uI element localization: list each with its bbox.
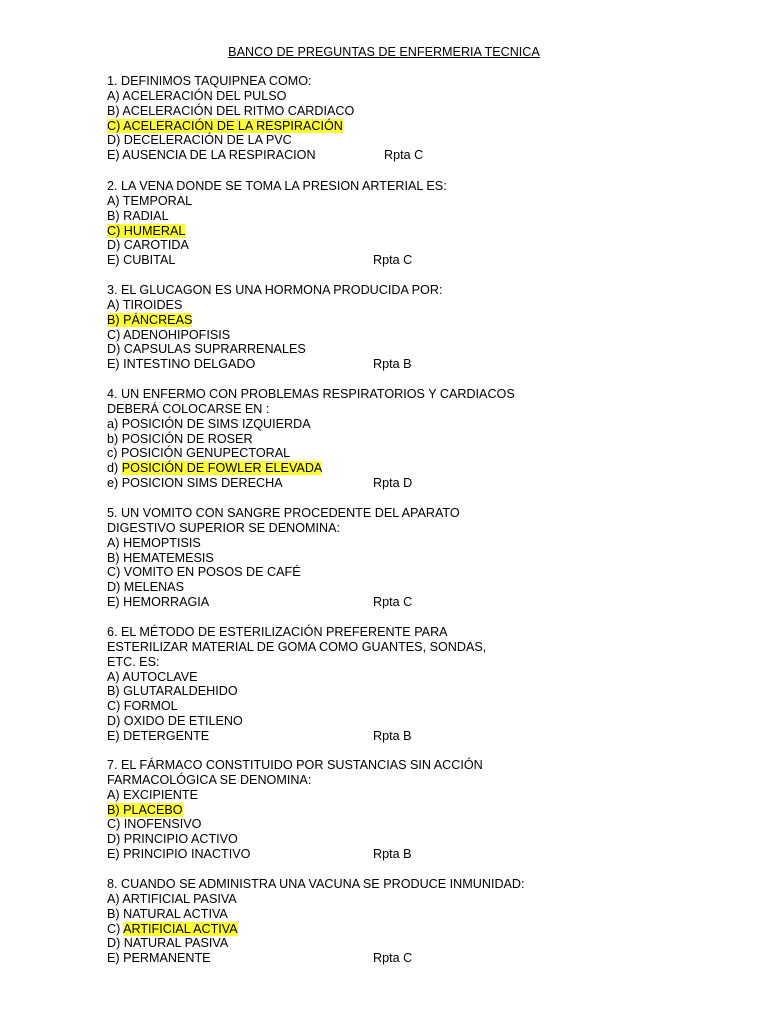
answer-option xyxy=(107,729,627,744)
option-text: D) CAPSULAS SUPRARRENALES xyxy=(107,342,306,357)
question-block xyxy=(107,506,627,610)
answer-option xyxy=(107,253,627,268)
option-text: E) HEMORRAGIA xyxy=(107,595,210,610)
answer-option xyxy=(107,595,627,610)
answer-option xyxy=(107,417,627,432)
question-block xyxy=(107,283,627,372)
answer-option xyxy=(107,209,627,224)
option-text: B) HEMATEMESIS xyxy=(107,550,214,565)
option-text: E) DETERGENTE xyxy=(107,728,210,743)
answer-option xyxy=(107,461,627,476)
question-block xyxy=(107,74,627,163)
option-text: D) MELENAS xyxy=(107,580,184,595)
option-text: a) POSICIÓN DE SIMS IZQUIERDA xyxy=(107,416,311,431)
answer-option xyxy=(107,832,627,847)
option-letter: C) xyxy=(107,921,124,936)
option-text: B) GLUTARALDEHIDO xyxy=(107,684,238,699)
option-text: A) EXCIPIENTE xyxy=(107,787,198,802)
highlighted-correct-option-text: C) HUMERAL xyxy=(107,223,186,238)
answer-option xyxy=(107,298,627,313)
highlighted-correct-option-text: B) PLACEBO xyxy=(107,802,183,817)
highlighted-correct-option-text: POSICIÓN DE FOWLER ELEVADA xyxy=(121,461,323,476)
option-text: E) PERMANENTE xyxy=(107,951,211,966)
answer-option xyxy=(107,580,627,595)
option-text: E) AUSENCIA DE LA RESPIRACION xyxy=(107,148,316,163)
question-stem-line: DEBERÁ COLOCARSE EN : xyxy=(107,401,270,416)
option-text: C) FORMOL xyxy=(107,699,178,714)
answer-option xyxy=(107,148,627,163)
question-stem-line: FARMACOLÓGICA SE DENOMINA: xyxy=(107,772,312,787)
answer-option xyxy=(107,951,627,966)
option-text: e) POSICION SIMS DERECHA xyxy=(107,476,283,491)
option-text: D) DECELERACIÓN DE LA PVC xyxy=(107,133,292,148)
answer-option xyxy=(107,328,627,343)
answer-key: Rpta C xyxy=(373,951,413,966)
answer-key: Rpta C xyxy=(373,595,413,610)
answer-option xyxy=(107,104,627,119)
answer-option xyxy=(107,119,627,134)
answer-option xyxy=(107,89,627,104)
document-title: BANCO DE PREGUNTAS DE ENFERMERIA TECNICA xyxy=(228,45,540,59)
answer-option xyxy=(107,684,627,699)
question-stem-line: ESTERILIZAR MATERIAL DE GOMA COMO GUANTES, SONDAS, xyxy=(107,639,487,654)
option-text: A) ACELERACIÓN DEL PULSO xyxy=(107,88,287,103)
option-text: D) NATURAL PASIVA xyxy=(107,936,229,951)
answer-option xyxy=(107,133,627,148)
answer-key: Rpta C xyxy=(384,148,424,163)
answer-option xyxy=(107,238,627,253)
question-stem-line: 7. EL FÁRMACO CONSTITUIDO POR SUSTANCIAS SIN ACCIÓN xyxy=(107,758,483,772)
highlighted-correct-option-text: ARTIFICIAL ACTIVA xyxy=(123,921,238,936)
answer-key: Rpta C xyxy=(373,253,413,268)
answer-key: Rpta B xyxy=(373,847,412,862)
answer-option xyxy=(107,936,627,951)
question-block xyxy=(107,625,627,744)
option-text: E) CUBITAL xyxy=(107,253,176,268)
question-stem-line: 6. EL MÉTODO DE ESTERILIZACIÓN PREFERENTE PARA xyxy=(107,625,448,639)
option-text: A) AUTOCLAVE xyxy=(107,669,198,684)
answer-option xyxy=(107,922,627,937)
answer-option xyxy=(107,565,627,580)
option-letter: d) xyxy=(107,461,122,476)
option-text: A) TIROIDES xyxy=(107,297,183,312)
question-stem-line: 5. UN VOMITO CON SANGRE PROCEDENTE DEL APARATO xyxy=(107,506,460,520)
answer-option xyxy=(107,803,627,818)
answer-option xyxy=(107,432,627,447)
option-text: B) RADIAL xyxy=(107,208,169,223)
option-text: D) PRINCIPIO ACTIVO xyxy=(107,832,238,847)
answer-option xyxy=(107,670,627,685)
answer-option xyxy=(107,357,627,372)
question-stem-line: 4. UN ENFERMO CON PROBLEMAS RESPIRATORIOS Y CARDIACOS xyxy=(107,387,515,401)
option-text: b) POSICIÓN DE ROSER xyxy=(107,431,253,446)
question-stem-line: ETC. ES: xyxy=(107,654,160,669)
question-stem-line: 2. LA VENA DONDE SE TOMA LA PRESION ARTERIAL ES: xyxy=(107,179,447,193)
question-block xyxy=(107,877,627,966)
option-text: A) HEMOPTISIS xyxy=(107,535,201,550)
question-stem-line: 3. EL GLUCAGON ES UNA HORMONA PRODUCIDA POR: xyxy=(107,283,443,297)
highlighted-correct-option-text: B) PÁNCREAS xyxy=(107,312,193,327)
answer-option xyxy=(107,699,627,714)
option-text: A) TEMPORAL xyxy=(107,193,193,208)
answer-key: Rpta B xyxy=(373,357,412,372)
option-text: E) INTESTINO DELGADO xyxy=(107,357,256,372)
answer-option xyxy=(107,342,627,357)
option-text: B) NATURAL ACTIVA xyxy=(107,906,228,921)
answer-option xyxy=(107,714,627,729)
option-text: C) VOMITO EN POSOS DE CAFÉ xyxy=(107,565,301,580)
answer-key: Rpta B xyxy=(373,728,412,743)
option-text: E) PRINCIPIO INACTIVO xyxy=(107,847,251,862)
question-block xyxy=(107,387,627,491)
option-text: D) CAROTIDA xyxy=(107,238,189,253)
answer-option xyxy=(107,551,627,566)
answer-option xyxy=(107,224,627,239)
answer-option xyxy=(107,476,627,491)
option-text: C) ADENOHIPOFISIS xyxy=(107,327,231,342)
option-text: A) ARTIFICIAL PASIVA xyxy=(107,891,237,906)
answer-option xyxy=(107,907,627,922)
option-text: B) ACELERACIÓN DEL RITMO CARDIACO xyxy=(107,103,355,118)
question-block xyxy=(107,758,627,862)
answer-option xyxy=(107,847,627,862)
answer-option xyxy=(107,313,627,328)
answer-option xyxy=(107,788,627,803)
answer-key: Rpta D xyxy=(373,476,413,491)
option-text: D) OXIDO DE ETILENO xyxy=(107,714,243,729)
answer-option xyxy=(107,194,627,209)
question-stem-line: DIGESTIVO SUPERIOR SE DENOMINA: xyxy=(107,520,341,535)
option-text: c) POSICIÓN GENUPECTORAL xyxy=(107,446,291,461)
answer-option xyxy=(107,892,627,907)
answer-option xyxy=(107,817,627,832)
answer-option xyxy=(107,446,627,461)
answer-option xyxy=(107,536,627,551)
question-stem-line: 1. DEFINIMOS TAQUIPNEA COMO: xyxy=(107,74,312,88)
question-block xyxy=(107,179,627,268)
highlighted-correct-option-text: C) ACELERACIÓN DE LA RESPIRACIÓN xyxy=(107,118,343,133)
option-text: C) INOFENSIVO xyxy=(107,817,202,832)
question-stem-line: 8. CUANDO SE ADMINISTRA UNA VACUNA SE PRODUCE INMUNIDAD: xyxy=(107,877,525,891)
